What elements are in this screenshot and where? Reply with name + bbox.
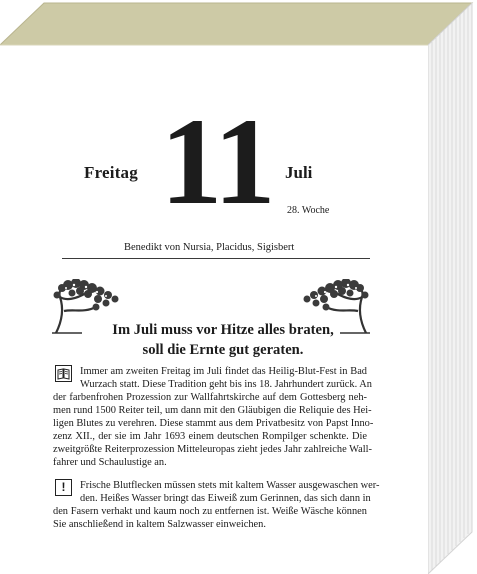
exclamation-icon: ! [55,479,72,496]
calendar-top-face [0,3,472,45]
paragraph-line: fahrer und Schaulustige an. [53,457,167,469]
paragraph-line: zweitgrößte Reiterprozession Mitteleuropas zieht jedes Jahr zahlreiche Wall- [53,444,372,456]
weekday-label: Freitag [84,163,138,182]
day-number: 11 [160,93,274,230]
paragraph-line: Wurzach statt. Diese Tradition geht bis ins 18. Jahrhundert zurück. An [80,379,372,391]
paragraph-line: den Fasern verhakt und kaum noch zu entfernen ist. Weiße Wäsche können [53,506,367,518]
paragraph-line: men rund 1500 Reiter teil, um dann mit den Gläubigen die Reliquie des Hei- [53,405,372,417]
paragraph-line: der farbenfrohen Prozession zur Wallfahrtskirche auf dem Gottesberg neh- [53,392,367,404]
paragraph-line: Immer am zweiten Freitag im Juli findet das Heilig-Blut-Fest in Bad [80,366,367,377]
month-label: Juli [285,163,313,182]
paragraph-line: Sie anschließend in kaltem Salzwasser einweichen. [53,519,266,531]
paragraph-line: den. Heißes Wasser bringt das Eiweiß zum Gerinnen, das sich dann in [80,493,371,505]
proverb-line-1: Im Juli muss vor Hitze alles braten, [112,322,334,338]
history-paragraph [53,365,374,469]
week-label: 28. Woche [287,205,330,216]
paragraph-line: Frische Blutflecken müssen stets mit kaltem Wasser ausgewaschen wer- [80,480,380,491]
tip-paragraph [53,479,380,531]
calendar-side-pages [428,3,472,574]
proverb [98,320,348,360]
proverb-line-2: soll die Ernte gut geraten. [142,342,304,358]
paragraph-line: ligen Blutes zu verehren. Diese stammt aus dem Privatbesitz von Papst Inno- [53,418,374,430]
paragraph-line: zenz XII., der sie im Jahr 1693 einem deutschen Rompilger schenkte. Die [53,431,367,443]
divider-line [62,258,370,259]
name-days: Benedikt von Nursia, Placidus, Sigisbert [124,242,295,253]
